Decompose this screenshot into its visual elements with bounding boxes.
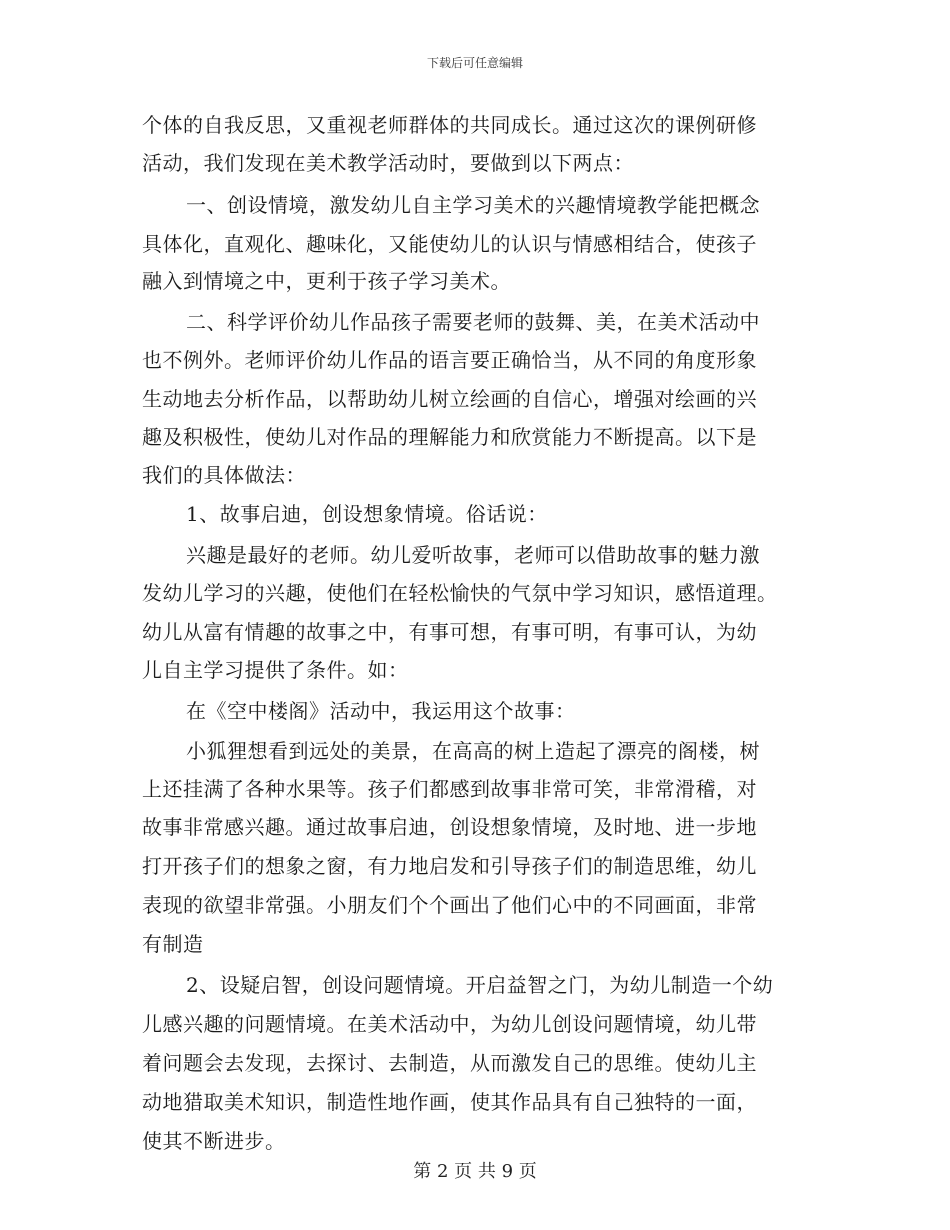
text-line: 着问题会去发现，去探讨、去制造，从而激发自己的思维。使幼儿主 (142, 1051, 757, 1075)
text-line: 在《空中楼阁》活动中，我运用这个故事： (186, 699, 576, 723)
text-line: 兴趣是最好的老师。幼儿爱听故事，老师可以借助故事的魅力激 (186, 543, 760, 567)
text-line: 小狐狸想看到远处的美景，在高高的树上造起了漂亮的阁楼，树 (186, 739, 760, 763)
text-line: 融入到情境之中，更利于孩子学习美术。 (142, 269, 511, 293)
text-line: 上还挂满了各种水果等。孩子们都感到故事非常可笑，非常滑稽，对 (142, 777, 757, 801)
text-line: 一、创设情境，激发幼儿自主学习美术的兴趣情境教学能把概念 (186, 193, 760, 217)
text-line: 1、故事启迪，创设想象情境。俗话说： (186, 502, 548, 526)
text-line: 趣及积极性，使幼儿对作品的理解能力和欣赏能力不断提高。以下是 (142, 425, 757, 449)
text-line: 发幼儿学习的兴趣，使他们在轻松愉快的气氛中学习知识，感悟道理。 (142, 581, 778, 605)
text-line: 个体的自我反思，又重视老师群体的共同成长。通过这次的课例研修 (142, 113, 757, 137)
text-line: 我们的具体做法： (142, 463, 306, 487)
text-line: 儿自主学习提供了条件。如： (142, 658, 409, 682)
text-line: 表现的欲望非常强。小朋友们个个画出了他们心中的不同画面，非常 (142, 893, 757, 917)
text-line: 二、科学评价幼儿作品孩子需要老师的鼓舞、美，在美术活动中 (186, 310, 760, 334)
text-line: 活动，我们发现在美术教学活动时，要做到以下两点： (142, 151, 634, 175)
page-footer: 第 2 页 共 9 页 (413, 1161, 537, 1182)
text-line: 有制造 (142, 932, 204, 956)
text-line: 2、设疑启智，创设问题情境。开启益智之门，为幼儿制造一个幼 (186, 973, 774, 997)
text-line: 具体化，直观化、趣味化，又能使幼儿的认识与情感相结合，使孩子 (142, 232, 757, 256)
text-line: 也不例外。老师评价幼儿作品的语言要正确恰当，从不同的角度形象 (142, 348, 757, 372)
text-line: 动地猎取美术知识，制造性地作画，使其作品具有自己独特的一面， (142, 1090, 757, 1114)
text-line: 打开孩子们的想象之窗，有力地启发和引导孩子们的制造思维，幼儿 (142, 854, 757, 878)
text-line: 幼儿从富有情趣的故事之中，有事可想，有事可明，有事可认，为幼 (142, 620, 757, 644)
page-header: 下载后可任意编辑 (426, 56, 523, 70)
text-line: 故事非常感兴趣。通过故事启迪，创设想象情境，及时地、进一步地 (142, 815, 757, 839)
text-line: 生动地去分析作品，以帮助幼儿树立绘画的自信心，增强对绘画的兴 (142, 387, 757, 411)
text-line: 儿感兴趣的问题情境。在美术活动中，为幼儿创设问题情境，幼儿带 (142, 1012, 757, 1036)
text-line: 使其不断进步。 (142, 1129, 286, 1153)
